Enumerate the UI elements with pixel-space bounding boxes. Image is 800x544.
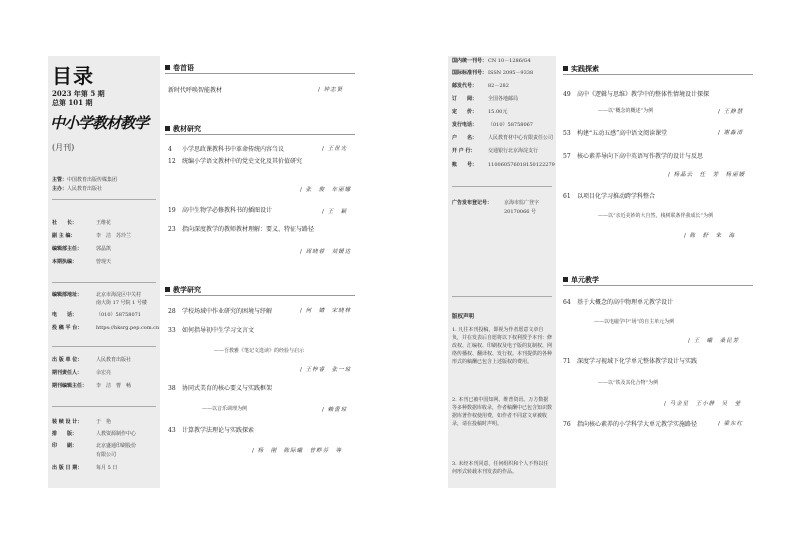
toc-entry[interactable]: 新时代呼唤智能教材 [168,87,223,94]
toc-author: / 杨 刚 陈际曦 曾畔芬 等 [252,446,342,454]
toc-author: / 周晓蓉 刘媛达 [300,247,351,255]
pub-row: 发行电话： （010）58758067 [452,122,533,128]
toc-author: / 王梓睿 张一琼 [300,365,351,373]
toc-entry[interactable]: 33 如何指导初中生学习文言文 [168,327,255,334]
toc-author: / 赖蕾琼 [322,405,347,413]
info-row: 主管：中国教育出版传媒集团 [52,177,118,183]
info-row: 编辑部主任： 郭晶凯 [52,246,112,252]
section-heading: 实践探索 [563,64,599,74]
toc-subtitle: ——以“亲近美妙的大自然，栈树联条伴我成长”为例 [598,213,714,219]
pub-row: 户 名： 人民教育材中心有限责任公司 [452,135,554,141]
divider [165,73,355,74]
masthead-panel: 目录 2023 年第 5 期 总第 101 期 中小学教材教学 (月刊) 主管：中国教育出版传媒集团 主办：人民教育出版社 社 长： 王维花 副 主 编： 李 洁 苏玲兰 编辑部主任： 郭晶凯 本期执编： 曾现天 编辑部地址： 北京市海淀区中关村 南大街 17 号院 1 号楼 电 话： （010）58758071 投 稿 平 台： https://hksrg.pep.com.cn 出 版 单 位： 人民教育出版社 期刊责任人： 余宏亮 期刊编辑主任： 李 洁 曹 畅 装 帧 设 计： 于 艳 排 版： 人教资源制作中心 印 刷： 北京盛通印刷股份 有限公司 出 版 日 期： 每月 5 日 [48,56,160,488]
toc-subtitle: ——以“铁及其化合物”为例 [598,380,659,386]
info-row: 出 版 日 期： 每月 5 日 [52,465,118,471]
toc-author: / 钟志贤 [318,85,343,93]
toc-entry[interactable]: 57 核心素养导向下高中英语写作教学的设计与反思 [563,153,704,160]
info-row: 投 稿 平 台： https://hksrg.pep.com.cn [52,325,160,331]
pub-row: 开 户 行： 交通银行北京海淀支行 [452,148,539,154]
toc-author: / 张 俊 车丽娜 [300,185,351,193]
divider [52,282,156,283]
toc-entry[interactable]: 28 学校场域中作业研究的困境与纾解 [168,308,273,315]
info-row: 排 版： 人教资源制作中心 [52,431,137,437]
info-row: 副 主 编： 李 洁 苏玲兰 [52,233,132,239]
toc-entry[interactable]: 49 高中《逻辑与思维》教学中的整体性情境设计探探 [563,91,710,98]
toc-subtitle: ——吾教雅《笔记文选读》的经验与启示 [214,348,305,354]
section-heading: 卷首语 [165,63,194,73]
copyright-heading: 版权声明 [452,314,475,320]
toc-entry[interactable]: 61 以项目化学习推动跨学科整合 [563,193,656,200]
copyright-notice: 2. 本刊已被中国知网、维普资讯、万方数据等多种数据库收录，作者稿酬中已包含知识数据库著作权使用费，如作者不同意文章被收录，请在投稿时声明。 [452,397,553,427]
pub-row: 订 阅： 全国各地邮局 [452,96,519,102]
pub-row: 定 价： 15.00元 [452,109,508,115]
toc-author: / 王静慧 [718,107,743,115]
copyright-notice: 1. 凡往本刊投稿，即视为作者愿意文章自负，并在发表后自愿将以下权利授予本刊：修改权、汇编权、印刷权及电子版的复制权、网络传播权、翻译权、发行权。本刊提供的各种形式的稿酬已包含上述版权的费用。 [452,327,553,365]
toc-entry[interactable]: 53 构建“五动五感”高中语文阅读课堂 [563,130,668,137]
toc-author: / 何 婧 宋晓林 [300,306,351,314]
divider [452,186,552,187]
toc-author: / 陈 舒 朱 海 [684,231,735,239]
frequency: (月刊) [52,143,75,152]
info-row: 期刊编辑主任： 李 洁 曹 畅 [52,383,132,389]
magazine-title: 中小学教材教学 [50,114,149,132]
total-issue-number: 总第 101 期 [52,98,93,107]
divider [563,74,753,75]
toc-subtitle: ——以音乐调理为例 [202,406,248,412]
issue-number: 2023 年第 5 期 [52,89,105,98]
toc-entry[interactable]: 38 协同式美育的核心要义与实践框架 [168,385,273,392]
info-row: 出 版 单 位： 人民教育出版社 [52,357,132,363]
divider [165,295,355,296]
toc-entry[interactable]: 71 深度学习视域下化学单元整体教学设计与实践 [563,358,698,365]
toc-author: / 王 曦 桑昆芳 [688,336,739,344]
info-row: 主办：人民教育出版社 [52,186,103,192]
divider [52,199,156,200]
toc-author: / 谢淼清 [718,128,743,136]
copyright-notice: 3. 未经本刊同意，任何组织和个人不得以任何形式转载本刊发表的作品。 [452,461,549,475]
pub-row: 账 号： 110060576018150122279 [452,162,555,168]
pub-row: 邮发代号： 82－282 [452,83,509,89]
pub-row: 国内统一刊号： CN 10－1286/G4 [452,58,531,64]
toc-author: / 王 颖 [322,207,347,215]
info-row: 电 话： （010）58758071 [52,312,141,318]
publication-info-panel: 国内统一刊号： CN 10－1286/G4 国际标准刊号： ISSN 2095－9338 邮发代号： 82－282 订 阅： 全国各地邮局 定 价： 15.00元 发行电话： （010）58758067 户 名： 人民教育材中心有限责任公司 开 户 行： 交通银行北京海淀支行 账 号： 110060576018150122279 广告发布登记号： 京海市监广登字 20170066 号 版权声明 1. 凡往本刊投稿，即视为作者愿意文章自负，并在发表后自愿将以下权利授予本刊：修改权、汇编权、印刷权及电子版的复制权、网络传播权、翻译权、发行权。本刊提供的各种形式的稿酬已包含上述版权的费用。 2. 本刊已被中国知网、维普资讯、万方数据等多种数据库收录，作者稿酬中已包含知识数据库著作权使用费，如作者不同意文章被收录，请在投稿时声明。 3. 未经本刊同意，任何组织和个人不得以任何形式转载本刊发表的作品。 [448,56,556,488]
info-row: 装 帧 设 计： 于 艳 [52,419,112,425]
info-row: 印 刷： 北京盛通印刷股份 [52,443,137,449]
toc-author: / 梁东红 [718,419,743,427]
divider [52,406,156,407]
pub-row: 国际标准刊号： ISSN 2095－9338 [452,70,534,76]
toc-entry[interactable]: 19 高中生物学必修教科书的插图设计 [168,207,273,214]
toc-title: 目录 [52,64,94,88]
ad-registration: 广告发布登记号： 京海市监广登字 [452,200,540,206]
toc-entry[interactable]: 12 统编小学语文教材中的党史文化及其价值研究 [168,158,303,165]
divider [563,285,753,286]
section-heading: 教材研究 [165,124,201,134]
info-row: 本期执编： 曾现天 [52,259,112,265]
toc-author: / 杨晶云 任 芳 杨丽媛 [668,170,745,178]
toc-entry[interactable]: 4 小学思政课教科书中革命传统内容刍议 [168,146,285,153]
divider [52,346,156,347]
section-heading: 教学研究 [165,285,201,295]
toc-subtitle: ——以电磁学中“场”的自主单元为例 [594,319,675,325]
section-heading: 单元教学 [563,275,599,285]
divider [165,134,355,135]
toc-subtitle: ——以“概念的概述”为例 [598,108,654,114]
toc-entry[interactable]: 76 指向核心素养的小学科学大单元教学实施路径 [563,421,698,428]
info-row: 社 长： 王维花 [52,220,112,226]
info-row: 期刊责任人： 余宏亮 [52,370,112,376]
divider [452,296,552,297]
toc-entry[interactable]: 23 指向深度教学的教师教材理解：要义、特征与路径 [168,226,315,233]
toc-author: / 王世光 [322,144,347,152]
toc-author: / 马金星 王小静 吴 莹 [664,399,741,407]
toc-entry[interactable]: 43 计算教学法理论与实践探索 [168,427,255,434]
toc-entry[interactable]: 64 基于大概念的高中物理单元教学设计 [563,299,674,306]
info-row: 编辑部地址： 北京市海淀区中关村 [52,292,142,298]
